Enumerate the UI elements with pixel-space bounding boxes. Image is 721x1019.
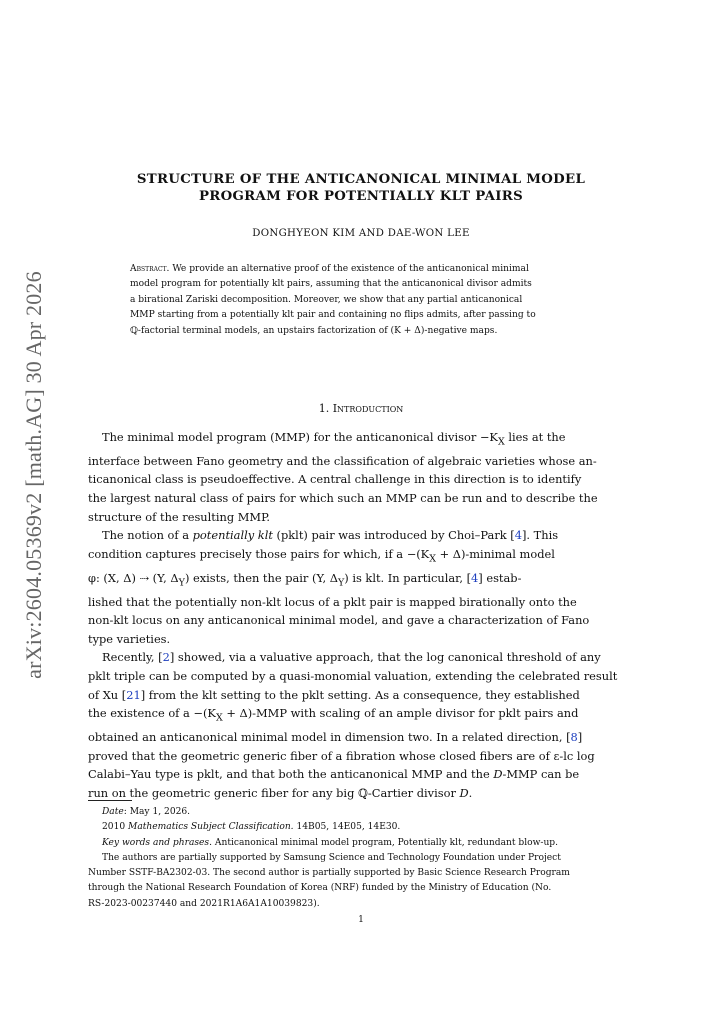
p3-line-2: pklt triple can be computed by a quasi-monomial valuation, extending the celebrated result bbox=[88, 668, 618, 683]
p3-line-7: Calabi–Yau type is pklt, and that both the anticanonical MMP and the D-MMP can be bbox=[88, 767, 580, 782]
p1-line-2: interface between Fano geometry and the classification of algebraic varieties whose an- bbox=[88, 453, 597, 468]
p3-line-4: the existence of $a -(K_X + \Delta)-MMP$ with scaling of an ample divisor for pklt pairs and bbox=[88, 706, 579, 724]
p1-line-5: structure of the resulting MMP. bbox=[88, 509, 271, 524]
footnote-support-4: RS-2023-00237440 and 2021R1A6A1A10039823). bbox=[88, 898, 320, 909]
citation-link[interactable]: 21 bbox=[126, 687, 141, 702]
footnote-keywords: Key words and phrases. Anticanonical minimal model program, Potentially klt, redundant blow-up. bbox=[102, 837, 559, 848]
paper-title bbox=[88, 171, 634, 205]
abstract-line-2: model program for potentially klt pairs, assuming that the anticanonical divisor admits bbox=[130, 279, 532, 290]
p2-line-3: φ: (X, Δ) ⇢ (Y, $\Delta_Y$) exists, then the pair (Y, $\Delta_Y$) is klt. In particular, [4] estab- bbox=[88, 570, 522, 588]
footnote-support-3: through the National Research Foundation of Korea (NRF) funded by the Ministry of Education (No. bbox=[88, 883, 552, 894]
abstract-line-5: ℚ-factorial terminal models, an upstairs factorization of (K + Δ)-negative maps. bbox=[130, 325, 498, 336]
page-number: 1 bbox=[358, 915, 364, 925]
p1-line-4: the largest natural class of pairs for which such an MMP can be run and to describe the bbox=[88, 491, 598, 506]
title-line-2: PROGRAM FOR POTENTIALLY KLT PAIRS bbox=[198, 189, 524, 204]
footnote-msc: 2010 Mathematics Subject Classification. 14B05, 14E05, 14E30. bbox=[102, 822, 401, 833]
p3-line-1: Recently, [2] showed, via a valuative approach, that the log canonical threshold of any bbox=[102, 650, 601, 665]
p2-line-1: The notion of a potentially klt (pklt) pair was introduced by Choi–Park [4]. This bbox=[102, 528, 559, 543]
author-list: DONGHYEON KIM AND DAE-WON LEE bbox=[252, 228, 470, 239]
citation-link[interactable]: 2 bbox=[162, 650, 170, 665]
arxiv-identifier: arXiv:2604.05369v2 [math.AG] 30 Apr 2026 bbox=[21, 271, 46, 679]
p1-line-3: ticanonical class is pseudoeffective. A central challenge in this direction is to identify bbox=[88, 472, 582, 487]
citation-link[interactable]: 4 bbox=[514, 528, 522, 543]
p2-line-4: lished that the potentially non-klt locus of a pklt pair is mapped birationally onto the bbox=[88, 594, 577, 609]
p3-line-3: of Xu [21] from the klt setting to the pklt setting. As a consequence, they established bbox=[88, 687, 580, 702]
footnote-date: Date: May 1, 2026. bbox=[102, 807, 191, 817]
abstract bbox=[130, 262, 592, 339]
p2-line-5: non-klt locus on any anticanonical minimal model, and gave a characterization of Fano bbox=[88, 613, 590, 628]
abstract-line-3: a birational Zariski decomposition. Moreover, we show that any partial anticanonical bbox=[130, 294, 523, 305]
abstract-label: Abstract. bbox=[130, 264, 170, 274]
citation-link[interactable]: 4 bbox=[471, 570, 479, 585]
footnote-support-2: Number SSTF-BA2302-03. The second author is partially supported by Basic Science Research Program bbox=[88, 868, 570, 879]
footnote-rule bbox=[88, 800, 132, 801]
footnote-support-1: The authors are partially supported by Samsung Science and Technology Foundation under Project bbox=[102, 852, 561, 863]
p1-line-1: The minimal model program (MMP) for the anticanonical divisor $-K_X$ lies at the bbox=[102, 430, 566, 448]
p3-line-6: proved that the geometric generic fiber of a fibration whose closed fibers are of ε-lc log bbox=[88, 748, 595, 763]
footnotes bbox=[88, 805, 634, 912]
p3-line-8: run on the geometric generic fiber for any big ℚ-Cartier divisor D. bbox=[88, 785, 473, 800]
arxiv-sidebar bbox=[14, 0, 54, 1019]
title-line-1: STRUCTURE OF THE ANTICANONICAL MINIMAL MODEL bbox=[136, 172, 586, 187]
abstract-line-1: Abstract. We provide an alternative proof of the existence of the anticanonical minimal bbox=[130, 264, 529, 274]
citation-link[interactable]: 8 bbox=[570, 730, 578, 745]
section-heading-introduction: 1. Introduction bbox=[318, 402, 404, 415]
abstract-line-4: MMP starting from a potentially klt pair and containing no flips admits, after passing to bbox=[130, 310, 536, 321]
p2-line-6: type varieties. bbox=[88, 631, 171, 646]
body-text bbox=[88, 428, 634, 802]
p3-line-5: obtained an anticanonical minimal model in dimension two. In a related direction, [8] bbox=[88, 730, 583, 745]
p2-line-2: condition captures precisely those pairs for which, if $a -(K_X$ + Δ)-minimal model bbox=[88, 546, 555, 565]
